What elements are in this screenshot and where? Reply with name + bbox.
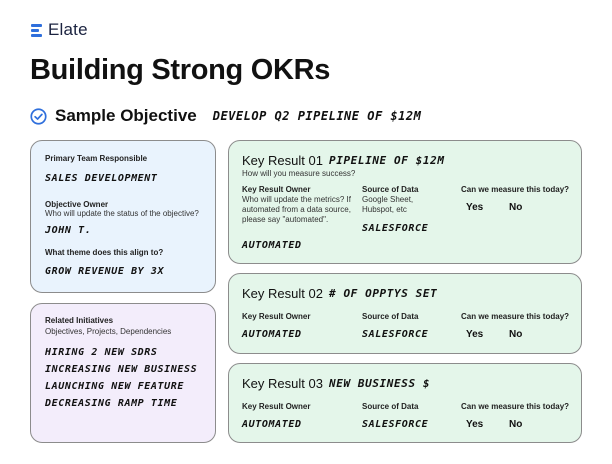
objective-label: Sample Objective bbox=[55, 106, 197, 125]
initiatives-card bbox=[30, 303, 216, 443]
kr-yes-option[interactable]: Yes bbox=[466, 329, 484, 340]
initiative-item: DECREASING RAMP TIME bbox=[45, 398, 178, 409]
kr-measure-header: Can we measure this today? bbox=[461, 402, 570, 411]
kr-value: NEW BUSINESS $ bbox=[329, 377, 431, 390]
kr-owner-value: AUTOMATED bbox=[242, 419, 302, 430]
key-result-card-2 bbox=[228, 273, 582, 354]
kr-title: Key Result 01 bbox=[242, 153, 323, 168]
theme-label: What theme does this align to? bbox=[45, 248, 164, 257]
kr-source-value: SALESFORCE bbox=[362, 419, 429, 430]
primary-team-value: SALES DEVELOPMENT bbox=[45, 173, 158, 184]
kr-owner-help: Who will update the metrics? If automated from a data source, please say "automated". bbox=[242, 195, 351, 224]
kr-yes-option[interactable]: Yes bbox=[466, 419, 484, 430]
key-result-card-3 bbox=[228, 363, 582, 443]
objective-owner-label: Objective Owner bbox=[45, 200, 109, 209]
objective-owner-value: JOHN T. bbox=[45, 225, 92, 236]
initiative-item: INCREASING NEW BUSINESS bbox=[45, 364, 198, 375]
kr-owner-header: Key Result Owner bbox=[242, 312, 311, 321]
kr-yes-option[interactable]: Yes bbox=[466, 202, 484, 213]
initiative-item: HIRING 2 NEW SDRS bbox=[45, 347, 158, 358]
kr-owner-header: Key Result Owner bbox=[242, 402, 311, 411]
initiative-item: LAUNCHING NEW FEATURE bbox=[45, 381, 185, 392]
kr-no-option[interactable]: No bbox=[509, 202, 523, 213]
initiatives-title: Related Initiatives bbox=[45, 316, 114, 325]
team-card bbox=[30, 140, 216, 293]
kr-source-header: Source of Data bbox=[362, 312, 419, 321]
kr-owner-value: AUTOMATED bbox=[242, 329, 302, 340]
kr-measure-header: Can we measure this today? bbox=[461, 312, 570, 321]
kr-title: Key Result 02 bbox=[242, 286, 323, 301]
elate-logo-icon bbox=[31, 23, 42, 38]
check-circle-icon bbox=[30, 108, 47, 125]
kr-value: PIPELINE OF $12M bbox=[329, 154, 445, 167]
kr-source-value: SALESFORCE bbox=[362, 329, 429, 340]
kr-question: How will you measure success? bbox=[242, 169, 356, 178]
key-result-card-1 bbox=[228, 140, 582, 264]
kr-title: Key Result 03 bbox=[242, 376, 323, 391]
objective-owner-help: Who will update the status of the objective? bbox=[45, 209, 199, 218]
kr-value: # OF OPPTYS SET bbox=[329, 287, 438, 300]
primary-team-label: Primary Team Responsible bbox=[45, 154, 148, 163]
kr-source-header: Source of Data bbox=[362, 402, 419, 411]
kr-owner-header: Key Result Owner bbox=[242, 185, 311, 194]
kr-no-option[interactable]: No bbox=[509, 329, 523, 340]
brand bbox=[31, 20, 88, 40]
page-title: Building Strong OKRs bbox=[30, 54, 331, 86]
kr-measure-header: Can we measure this today? bbox=[461, 185, 570, 194]
kr-owner-value: AUTOMATED bbox=[242, 240, 302, 251]
kr-source-value: SALESFORCE bbox=[362, 223, 429, 234]
objective-row bbox=[30, 106, 421, 126]
brand-name: Elate bbox=[48, 20, 88, 39]
kr-no-option[interactable]: No bbox=[509, 419, 523, 430]
kr-source-help: Google Sheet, Hubspot, etc bbox=[362, 195, 414, 214]
initiatives-subtitle: Objectives, Projects, Dependencies bbox=[45, 327, 172, 336]
objective-value: DEVELOP Q2 PIPELINE OF $12M bbox=[212, 109, 422, 123]
kr-source-header: Source of Data bbox=[362, 185, 419, 194]
theme-value: GROW REVENUE BY 3X bbox=[45, 266, 165, 277]
